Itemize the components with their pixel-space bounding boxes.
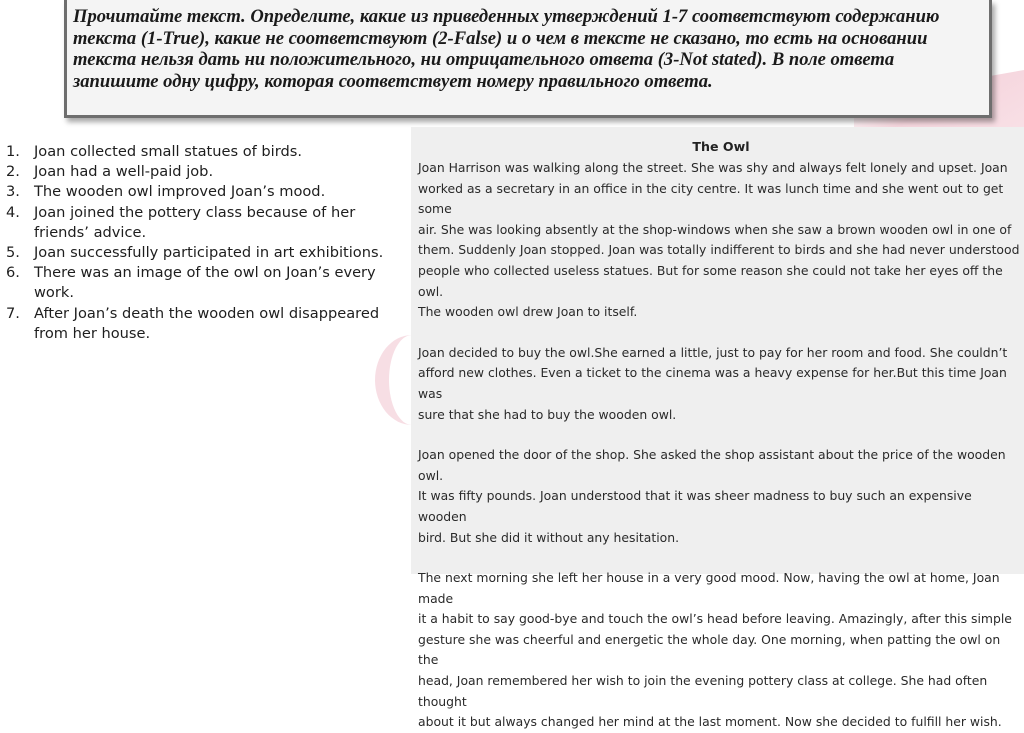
story-paragraph: Joan decided to buy the owl.She earned a little, just to pay for her room and food. She couldn’t afford new clothes. Even a ticket to the cinema was a heavy expense for her.But this time Joan was sure that she had to buy the wooden owl.	[418, 344, 1008, 422]
statement-text: Joan successfully participated in art exhibitions.	[34, 244, 384, 262]
statement-item	[6, 203, 386, 243]
statement-item	[6, 142, 386, 162]
instruction-text: Прочитайте текст. Определите, какие из приведенных утверждений 1-7 соответствуют содержанию текста (1-True), какие не соответствуют (2-False) и о чем в тексте не сказано, то есть на основании текста нельзя дать ни положительного, ни отрицательного ответа (3-Not stated). В поле ответа запишите одну цифру, которая соответствует номеру правильного ответа.	[73, 6, 940, 92]
statement-text: The wooden owl improved Joan’s mood.	[34, 183, 326, 201]
statement-item	[6, 182, 386, 202]
statement-number: 7.	[6, 304, 20, 322]
statement-text: After Joan’s death the wooden owl disappeared from her house.	[34, 304, 380, 342]
story-paragraph: Joan Harrison was walking along the street. She was shy and always felt lonely and upset. Joan worked as a secretary in an office in the city centre. It was lunch time and she went out to get some air. She was looking absently at the shop-windows when she saw a brown wooden owl in one of them. Suddenly Joan stopped. Joan was totally indifferent to birds and she had never understood people who collected useless statues. But for some reason she could not take her eyes off the owl. The wooden owl drew Joan to itself.	[418, 160, 1020, 320]
statement-item	[6, 243, 386, 263]
instruction-box	[64, 0, 992, 118]
statement-text: There was an image of the owl on Joan’s every work.	[34, 264, 376, 302]
statement-number: 5.	[6, 244, 20, 262]
statement-item	[6, 304, 386, 344]
statement-text: Joan collected small statues of birds.	[34, 143, 302, 160]
statement-number: 1.	[6, 143, 20, 160]
statement-item	[6, 263, 386, 303]
story-panel	[411, 127, 1024, 730]
statement-item	[6, 162, 386, 182]
statement-number: 2.	[6, 163, 20, 181]
statement-number: 3.	[6, 183, 20, 201]
statement-number: 4.	[6, 203, 20, 221]
statement-text: Joan joined the pottery class because of her friends’ advice.	[34, 203, 356, 241]
statement-list	[6, 142, 386, 344]
statement-number: 6.	[6, 264, 20, 282]
story-paragraph: Joan opened the door of the shop. She asked the shop assistant about the price of the wooden owl. It was fifty pounds. Joan understood that it was sheer madness to buy such an expensive wooden bird. But she did it without any hesitation.	[418, 447, 1006, 545]
story-title: The Owl	[692, 139, 750, 154]
story-paragraph: The next morning she left her house in a very good mood. Now, having the owl at home, Joan made it a habit to say good-bye and touch the owl’s head before leaving. Amazingly, after this simple gesture she was cheerful and energetic the whole day. One morning, when patting the owl on the head, Joan remembered her wish to join the evening pottery class at college. She had often thought about it but always changed her mind at the last moment. Now she decided to fulfill her wish.	[418, 570, 1012, 730]
statement-text: Joan had a well-paid job.	[34, 163, 214, 181]
